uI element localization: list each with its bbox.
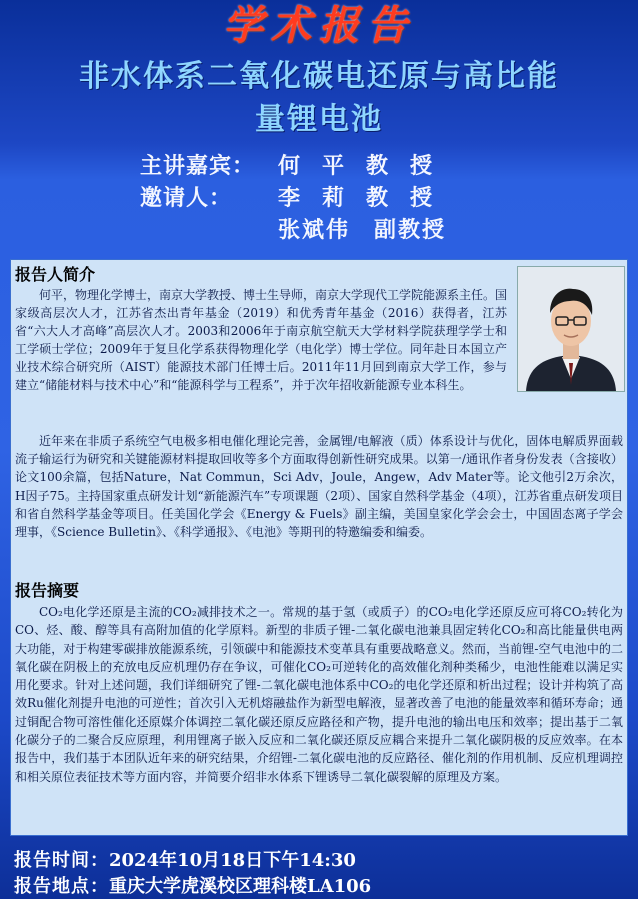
inviter-row xyxy=(140,182,454,214)
place-value: 重庆大学虎溪校区理科楼LA106 xyxy=(109,876,372,897)
place-label: 报告地点： xyxy=(14,876,109,897)
inviter-name: 李莉教授 xyxy=(278,185,455,211)
talk-topic-line2: 量锂电池 xyxy=(255,102,383,137)
speaker-portrait-icon xyxy=(518,267,624,391)
speaker-photo xyxy=(517,266,625,392)
place-row xyxy=(14,872,371,898)
talk-topic xyxy=(20,55,618,141)
speaker-row xyxy=(140,150,454,182)
content-panel xyxy=(10,259,628,836)
abstract-text: CO₂电化学还原是主流的CO₂减排技术之一。常规的基于氢（或质子）的CO₂电化学还原反应可将CO₂转化为CO、烃、酸、醇等具有高附加值的化学原料。新型的非质子锂-二氧化碳电池兼具固定转化CO₂和高比能量供电两大功能，对于构建零碳排放能源系统，引领碳中和能源技术变革具有重要战略意义。然而，当前锂-空气电池中的二氧化碳在阴极上的充放电反应机理仍存在争议，可催化CO₂可逆转化的高效催化剂种类稀少，电池性能难以满足实用化要求。针对上述问题，我们详细研究了锂-二氧化碳电池体系中CO₂的电化学还原和析出过程；设计并构筑了高效Ru催化剂提升电池的可逆性；首次引入无机熔融盐作为新型电解液，显著改善了电池的能量效率和循环寿命；通过铜配合物可溶性催化还原媒介体调控二氧化碳还原反应路径和产物，提升电池的输出电压和效率；提出基于二氧化碳分子的二聚合反应原理，利用锂离子嵌入反应和二氧化碳还原反应耦合来提升二氧化碳阴极的反应效率。在本报告中，我们基于本团队近年来的研究结果，介绍锂-二氧化碳电池的反应路径、催化剂的作用机制、反应机理调控和相关原位表征技术等方面内容，并简要介绍非水体系下锂诱导二氧化碳裂解的原理及方案。 xyxy=(15,605,623,784)
talk-topic-line1: 非水体系二氧化碳电还原与高比能 xyxy=(79,59,559,94)
abstract-heading: 报告摘要 xyxy=(15,581,80,600)
time-label: 报告时间： xyxy=(14,850,109,871)
speaker-name: 何平教授 xyxy=(278,153,455,179)
time-row xyxy=(14,846,356,872)
speaker-label: 主讲嘉宾： xyxy=(140,153,256,179)
inviter2-name: 张斌伟 副教授 xyxy=(278,217,447,243)
bio-paragraph-1: 何平，物理化学博士，南京大学教授、博士生导师，南京大学现代工学院能源系主任。国家级高层次人才，江苏省杰出青年基金（2019）和优秀青年基金（2016）获得者，江苏省“六大人才高峰”高层次人才。2003和2006年于南京航空航天大学材料学院获理学学士和工学硕士学位；2009年于复旦化学系获得物理化学（电化学）博士学位。同年赴日本国立产业技术综合研究所（AIST）能源技术部门任博士后。2011年11月回到南京大学工作，参与建立“储能材料与技术中心”和“能源科学与工程系”，并于次年招收新能源专业本科生。 xyxy=(15,288,508,392)
inviter2-row xyxy=(140,214,454,246)
bio-paragraph-2: 近年来在非质子系统空气电极多相电催化理论完善，金属锂/电解液（质）体系设计与优化，固体电解质界面载流子输运行为研究和关键能源材料提取回收等多个方面取得创新性研究成果。以第一/通讯作者身份发表（含接收）论文100余篇，包括Nature，Nat Commun，Sci Adv，Joule，Angew，Adv Mater等。论文他引2万余次，H因子75。主持国家重点研发计划“新能源汽车”专项课题（2项）、国家自然科学基金（4项），江苏省重点研发项目和省自然科学基金等项目。任美国化学会《Energy & Fuels》副主编，美国皇家化学会会士，中国固态离子学会理事，《Science Bulletin》、《科学通报》、《电池》等期刊的特邀编委和编委。 xyxy=(15,434,623,540)
inviter-label: 邀请人： xyxy=(140,185,233,211)
bio-heading: 报告人简介 xyxy=(15,265,96,284)
poster-title: 学术报告 xyxy=(223,2,415,49)
time-value: 2024年10月18日下午14:30 xyxy=(109,850,356,871)
people-block xyxy=(140,150,454,246)
